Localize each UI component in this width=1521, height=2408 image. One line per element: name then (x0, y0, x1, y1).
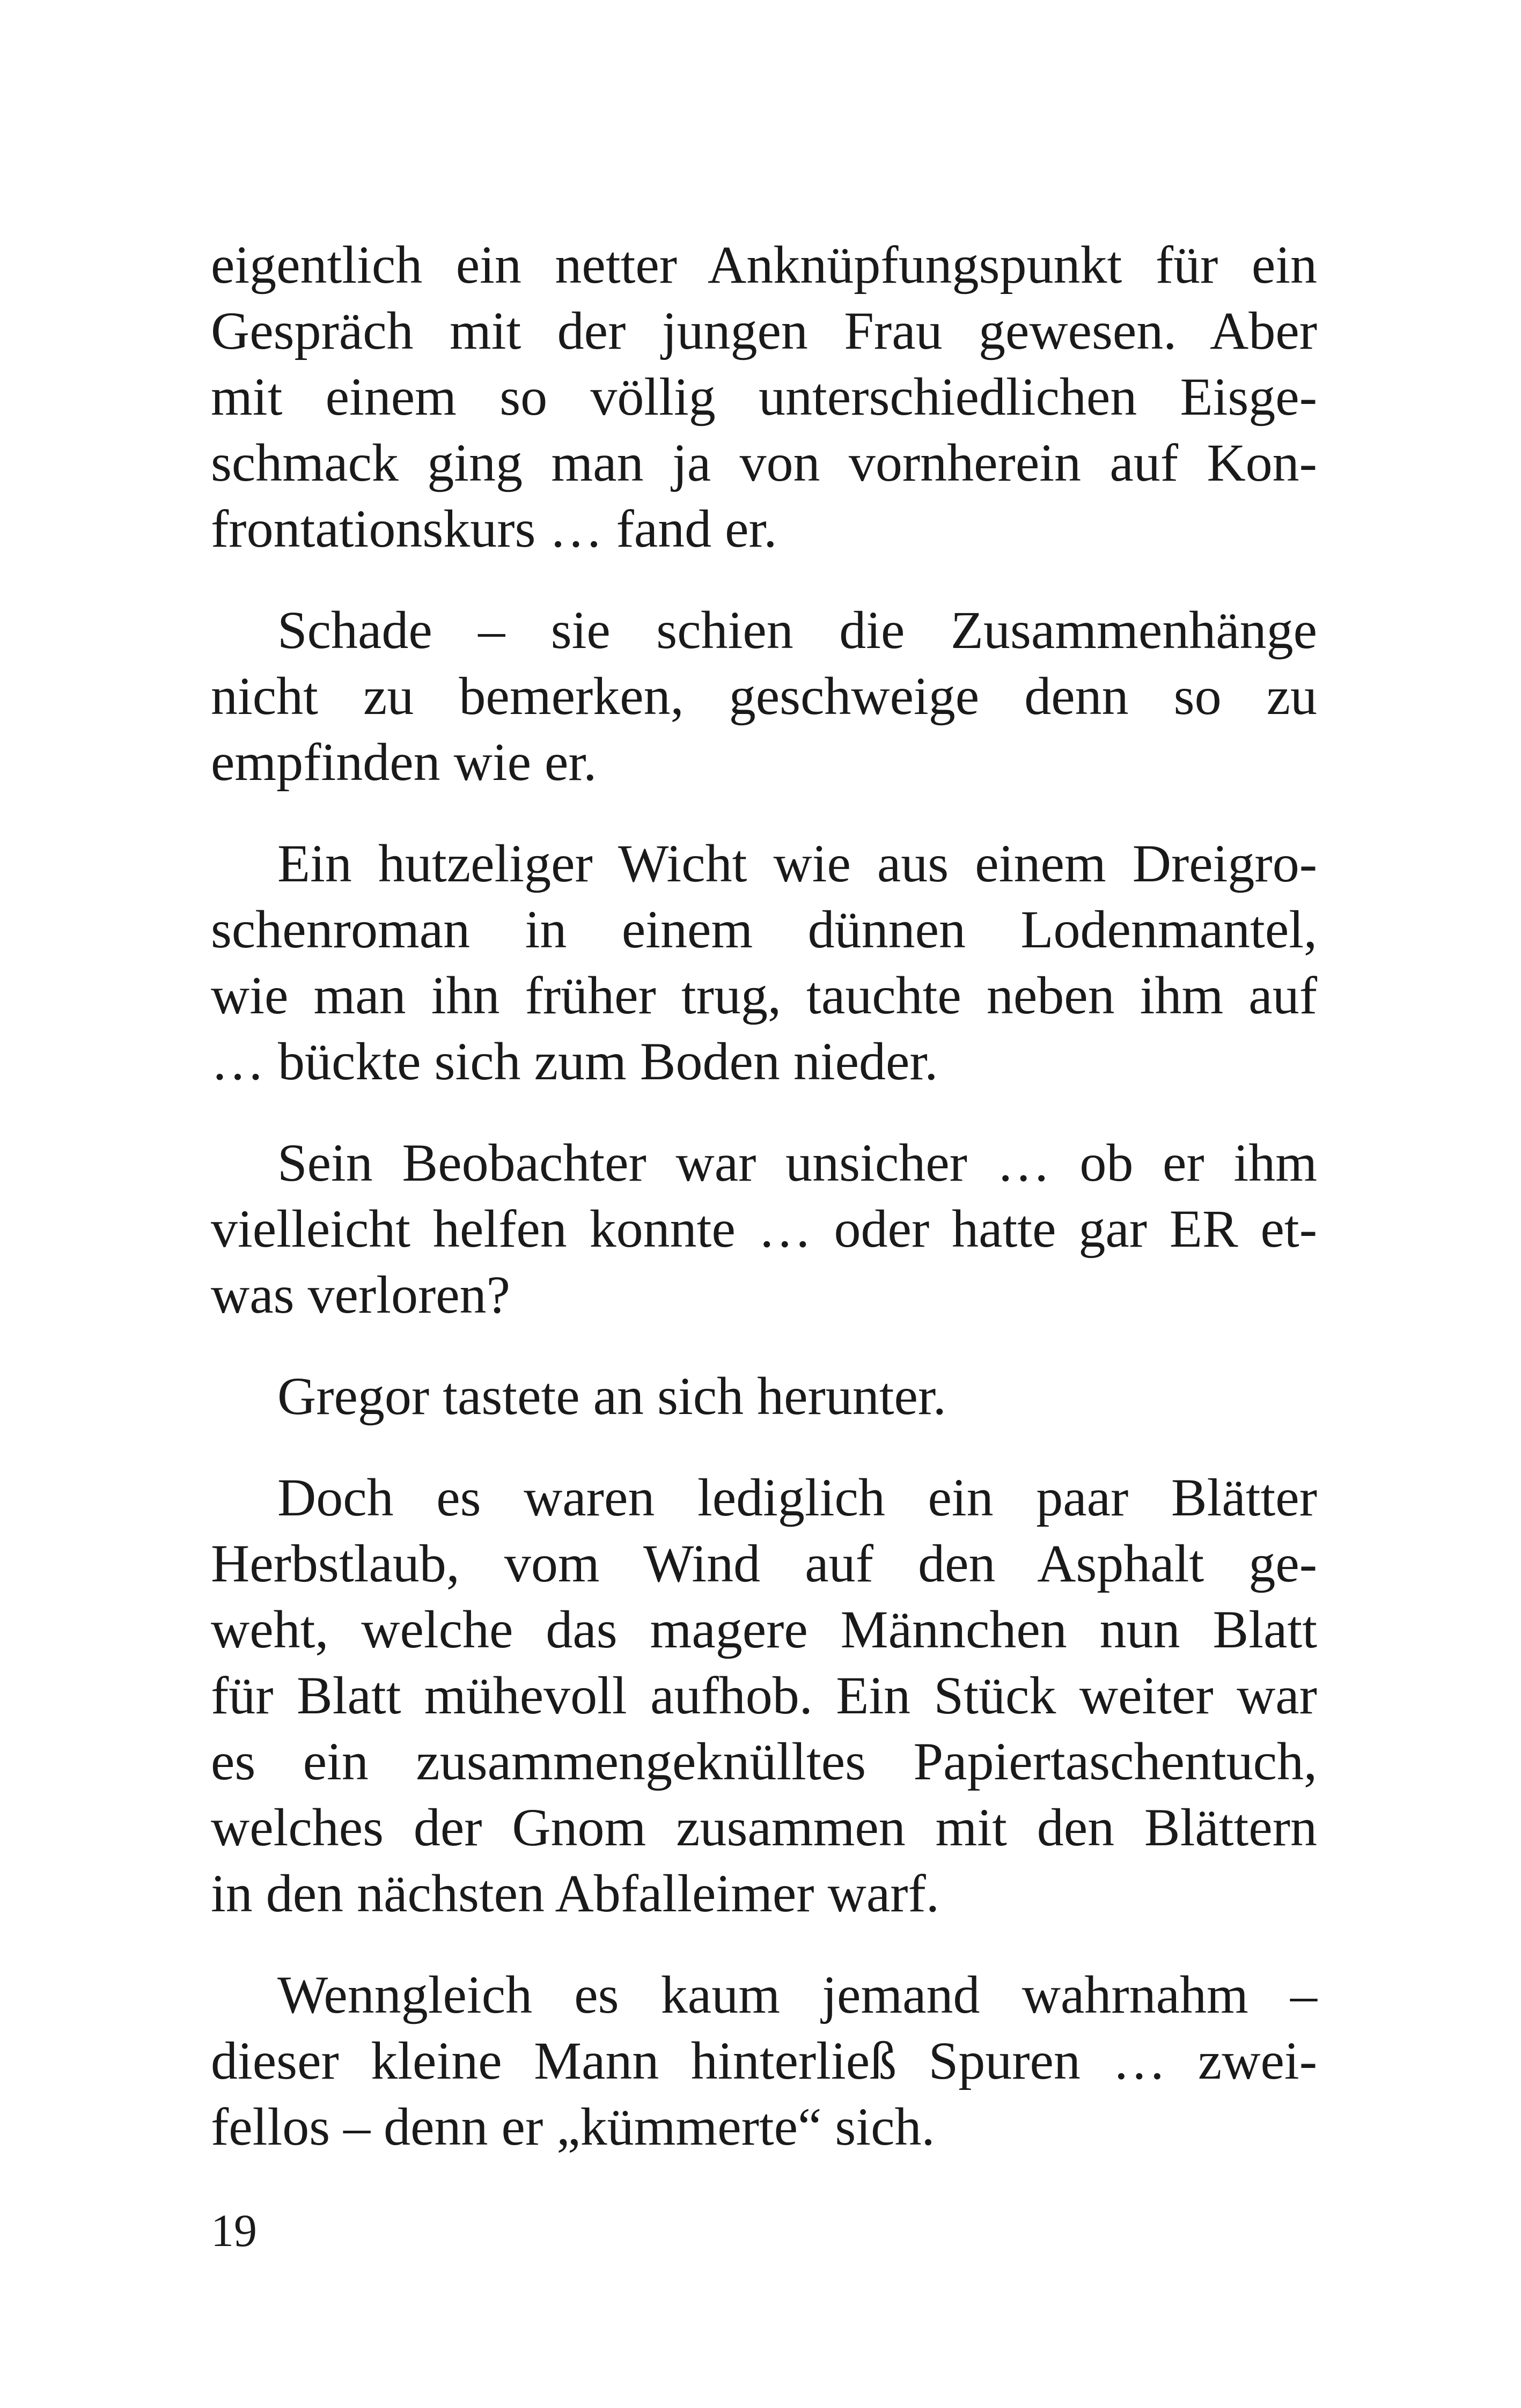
text-line: fellos – denn er „kümmerte“ sich. (211, 2097, 935, 2156)
page-text-block (211, 232, 1317, 2195)
text-line: Sein Beobachter war unsicher … ob er ihm (277, 1133, 1317, 1192)
text-line: weht, welche das magere Männchen nun Blatt (211, 1600, 1317, 1659)
text-line: Schade – sie schien die Zusammenhänge (277, 600, 1317, 660)
text-line: es ein zusammengeknülltes Papiertaschentuch, (211, 1732, 1317, 1791)
text-line: … bückte sich zum Boden nieder. (211, 1032, 938, 1091)
text-line: schenroman in einem dünnen Lodenmantel, (211, 900, 1317, 959)
paragraph-4 (211, 1130, 1317, 1328)
text-line: Doch es waren lediglich ein paar Blätter (277, 1468, 1317, 1527)
text-line: was verloren? (211, 1265, 511, 1324)
text-line: Gespräch mit der jungen Frau gewesen. Aber (211, 301, 1317, 360)
text-line: mit einem so völlig unterschiedlichen Eisge- (211, 367, 1317, 426)
text-line: Gregor tastete an sich herunter. (277, 1366, 946, 1426)
page-number: 19 (211, 2205, 257, 2256)
text-line: Herbstlaub, vom Wind auf den Asphalt ge- (211, 1534, 1317, 1593)
text-line: wie man ihn früher trug, tauchte neben ihm auf (211, 966, 1317, 1025)
paragraph-7 (211, 1962, 1317, 2160)
paragraph-1 (211, 232, 1317, 562)
text-line: für Blatt mühevoll aufhob. Ein Stück weiter war (211, 1666, 1317, 1725)
paragraph-2 (211, 597, 1317, 795)
text-line: Wenngleich es kaum jemand wahrnahm – (277, 1965, 1317, 2024)
text-line: dieser kleine Mann hinterließ Spuren … zwei- (211, 2031, 1317, 2090)
text-line: welches der Gnom zusammen mit den Blättern (211, 1798, 1317, 1857)
text-line: frontationskurs … fand er. (211, 499, 777, 558)
text-line: nicht zu bemerken, geschweige denn so zu (211, 666, 1317, 726)
text-line: in den nächsten Abfalleimer warf. (211, 1864, 939, 1923)
text-line: vielleicht helfen konnte … oder hatte gar ER et- (211, 1199, 1317, 1258)
text-line: eigentlich ein netter Anknüpfungspunkt für ein (211, 235, 1317, 294)
paragraph-6 (211, 1464, 1317, 1926)
text-line: schmack ging man ja von vornherein auf Kon- (211, 433, 1317, 492)
paragraph-3 (211, 830, 1317, 1094)
paragraph-5 (211, 1363, 1317, 1429)
text-line: empfinden wie er. (211, 732, 597, 792)
text-line: Ein hutzeliger Wicht wie aus einem Dreigro- (277, 834, 1317, 893)
